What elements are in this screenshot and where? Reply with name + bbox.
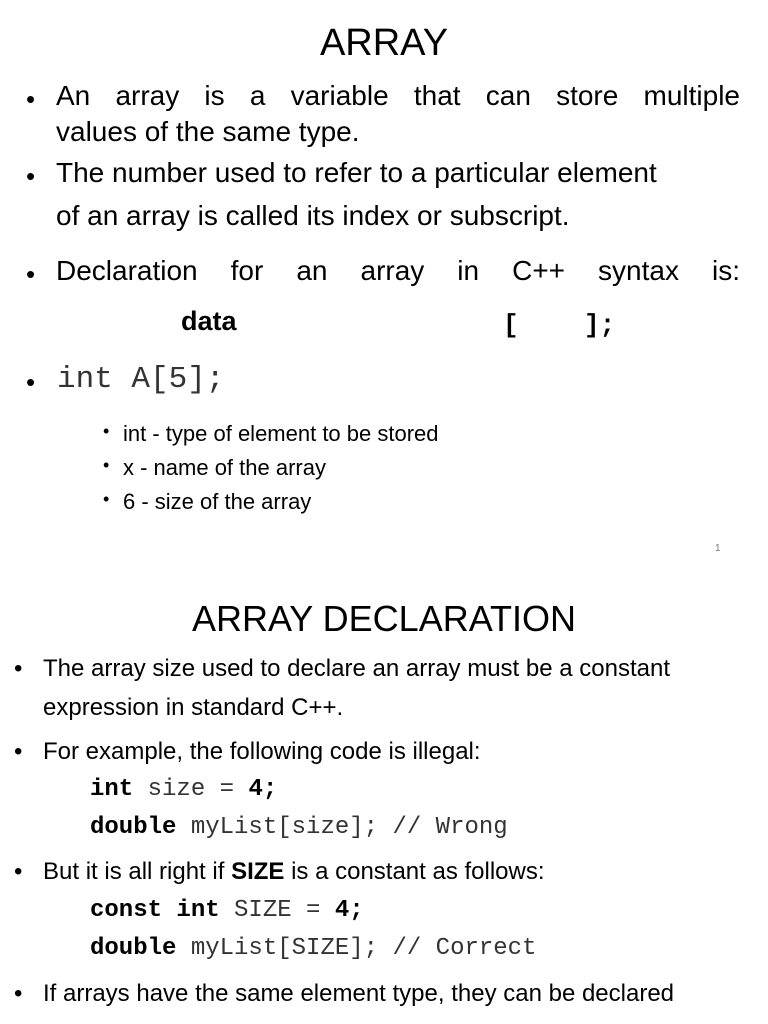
bullet-dot: • [14,738,23,765]
code-line [90,935,536,962]
bullet-text: of an array is called its index or subscript. [56,200,570,231]
sub-bullet-text: 6 - size of the array [123,489,312,514]
code-number: 4 [248,776,263,803]
sub-bullet-dot: • [103,421,110,441]
bullet-text: For example, the following code is illegal: [43,738,481,765]
syntax-data: data [181,306,237,336]
code-text: myList[SIZE]; // Correct [176,935,537,962]
slide-title: ARRAY [319,22,449,64]
bullet-text: values of the same type. [56,116,360,147]
code-end: ; [262,776,278,803]
syntax-close-bracket: ]; [584,310,616,340]
code-keyword: double [90,935,177,962]
bullet-dot: • [14,980,23,1007]
bullet-text-bold: SIZE [231,858,285,885]
bullet-dot: • [26,84,36,114]
bullet-text-pre: But it is all right if [43,858,232,885]
code-keyword: int [90,776,134,803]
bullet-text: An array is a variable that can store multiple [56,80,740,111]
code-end: ; [349,897,364,924]
code-line [90,776,277,803]
sub-bullet-text: int - type of element to be stored [123,421,439,446]
code-text: SIZE = [219,897,335,924]
syntax-open-bracket: [ [503,310,519,340]
bullet-text: The number used to refer to a particular element [56,157,657,188]
bullet-text-post: is a constant as follows: [284,858,545,885]
bullet-dot: • [26,259,36,289]
sub-bullet-text: x - name of the array [123,455,326,480]
bullet-text: expression in standard C++. [43,694,344,721]
bullet-text: Declaration for an array in C++ syntax is: [56,255,740,286]
sub-bullet-dot: • [103,455,110,475]
bullet-text: If arrays have the same element type, they can be declared [43,980,675,1007]
bullet-dot: • [14,858,23,885]
bullet-dot: • [26,161,36,191]
bullet-dot: • [26,367,36,397]
code-text: size = [133,776,249,803]
code-bullet-text: int A[5]; [57,362,225,397]
code-keyword: double [90,814,177,841]
bullet-text: The array size used to declare an array must be a constant [43,655,670,682]
page-number: 1 [715,543,721,554]
sub-bullet-dot: • [103,489,110,509]
code-line [90,897,364,924]
slide-title: ARRAY DECLARATION [191,598,577,639]
code-line [90,814,508,841]
bullet-text [43,858,545,886]
bullet-dot: • [14,655,23,682]
code-keyword: const int [90,897,220,924]
code-number: 4 [334,897,350,924]
code-text: myList[size]; // Wrong [176,814,508,841]
